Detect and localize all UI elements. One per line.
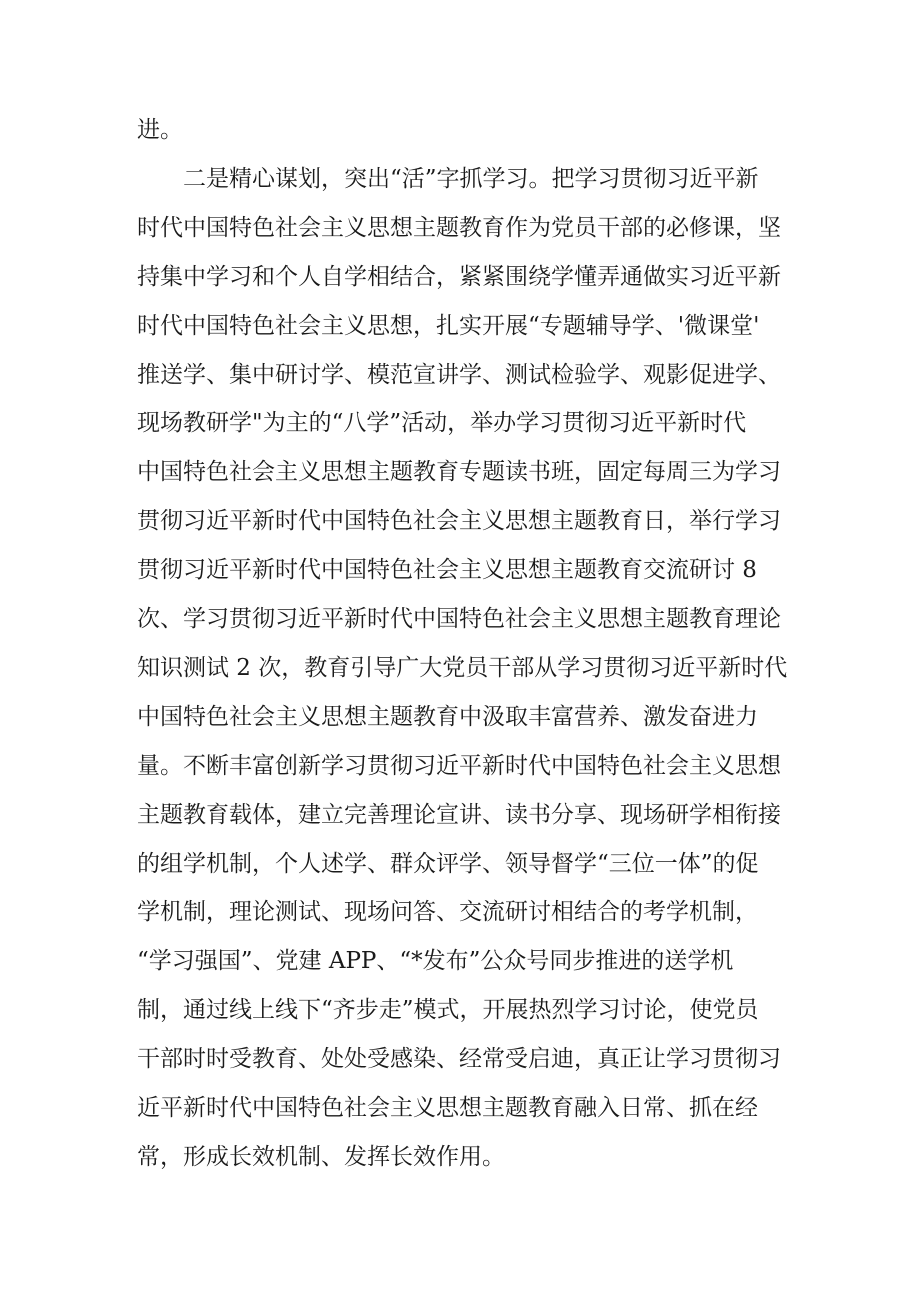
text-line-12: 知识测试 2 次，教育引导广大党员干部从学习贯彻习近平新时代 — [137, 655, 788, 681]
text-line-13: 中国特色社会主义思想主题教育中汲取丰富营养、激发奋进力 — [137, 704, 758, 730]
text-line-21: 近平新时代中国特色社会主义思想主题教育融入日常、抓在经 — [137, 1095, 758, 1121]
text-line-5: 时代中国特色社会主义思想，扎实开展“专题辅导学、'微课堂' — [137, 313, 760, 339]
text-line-6: 推送学、集中研讨学、模范宣讲学、测试检验学、观影促进学、 — [137, 362, 781, 388]
text-line-8: 中国特色社会主义思想主题教育专题读书班，固定每周三为学习 — [137, 459, 781, 485]
text-line-17: 学机制，理论测试、现场问答、交流研讨相结合的考学机制， — [137, 899, 758, 925]
text-line-20: 干部时时受教育、处处受感染、经常受启迪，真正让学习贯彻习 — [137, 1046, 781, 1072]
text-line-19: 制，通过线上线下“齐步走”模式，开展热烈学习讨论，使党员 — [137, 997, 759, 1023]
text-line-14: 量。不断丰富创新学习贯彻习近平新时代中国特色社会主义思想 — [137, 753, 781, 779]
text-line-9: 贯彻习近平新时代中国特色社会主义思想主题教育日，举行学习 — [137, 508, 781, 534]
text-line-18: “学习强国”、党建 APP、“*发布”公众号同步推进的送学机 — [137, 948, 734, 974]
text-line-15: 主题教育载体，建立完善理论宣讲、读书分享、现场研学相衔接 — [137, 802, 781, 828]
text-line-10: 贯彻习近平新时代中国特色社会主义思想主题教育交流研讨 8 — [137, 557, 757, 583]
text-line-22: 常，形成长效机制、发挥长效作用。 — [137, 1144, 505, 1170]
text-line-1: 进。 — [137, 117, 183, 143]
paragraph-first-line: 二是精心谋划，突出“活”字抓学习。把学习贯彻习近平新 — [183, 166, 759, 192]
text-line-3: 时代中国特色社会主义思想主题教育作为党员干部的必修课，坚 — [137, 215, 781, 241]
text-line-7: 现场教研学"为主的“八学”活动，举办学习贯彻习近平新时代 — [137, 410, 747, 436]
text-line-4: 持集中学习和个人自学相结合，紧紧围绕学懂弄通做实习近平新 — [137, 264, 781, 290]
text-line-11: 次、学习贯彻习近平新时代中国特色社会主义思想主题教育理论 — [137, 606, 781, 632]
text-line-16: 的组学机制，个人述学、群众评学、领导督学“三位一体”的促 — [137, 851, 759, 877]
